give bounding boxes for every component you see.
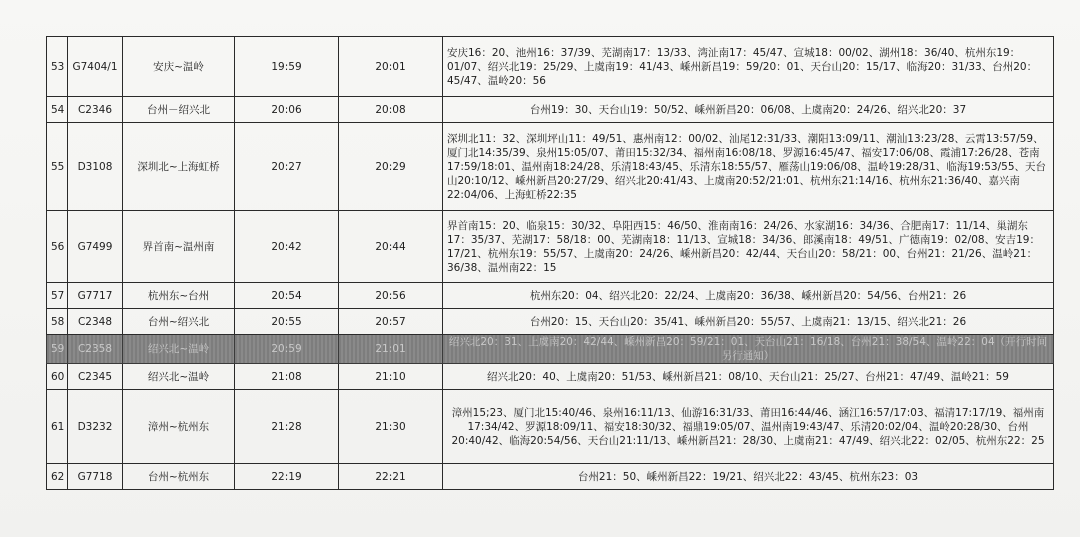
row-number: 53 [47,37,68,97]
departure-time: 21:30 [339,390,443,464]
table-row [47,37,1054,97]
train-number: C2348 [68,309,123,335]
stop-list: 台州21：50、嵊州新昌22：19/21、绍兴北22：43/45、杭州东23：03 [443,464,1054,490]
table-row [47,211,1054,283]
table-row [47,309,1054,335]
route: 杭州东~台州 [123,283,235,309]
departure-time: 21:01 [339,335,443,364]
train-number: G7499 [68,211,123,283]
stop-list: 界首南15：20、临泉15：30/32、阜阳西15：46/50、淮南南16：24/26、水家湖16：34/36、合肥南17：11/14、巢湖东17：35/37、芜湖17：58/18：00、芜湖南18：11/13、宣城18：34/36、郎溪南18：49/51、广德南19：02/08、安吉19：17/21、杭州东19：55/57、上虞南20：24/26、嵊州新昌20：42/44、天台山20：58/21：00、台州21：21/26、温岭21：36/38、温州南22：15 [443,211,1054,283]
table-row [47,283,1054,309]
table-row [47,464,1054,490]
row-number: 57 [47,283,68,309]
train-number: D3232 [68,390,123,464]
stop-list: 漳州15;23、厦门北15:40/46、泉州16:11/13、仙游16:31/33、莆田16:44/46、涵江16:57/17:03、福清17:17/19、福州南17:34/42、罗源18:09/11、福安18:30/32、福鼎19:05/07、温州南19:43/47、乐清20:02/04、温岭20:28/30、台州20:40/42、临海20:54/56、天台山21:11/13、嵊州新昌21：28/30、上虞南21：47/49、绍兴北22：02/05、杭州东22：25 [443,390,1054,464]
train-number: G7718 [68,464,123,490]
arrival-time: 21:28 [235,390,339,464]
train-schedule-table [46,36,1054,490]
arrival-time: 19:59 [235,37,339,97]
route: 漳州~杭州东 [123,390,235,464]
stop-list: 台州19：30、天台山19：50/52、嵊州新昌20：06/08、上虞南20：24/26、绍兴北20：37 [443,97,1054,123]
table-row [47,97,1054,123]
arrival-time: 20:06 [235,97,339,123]
table-row [47,390,1054,464]
row-number: 62 [47,464,68,490]
stop-list: 杭州东20：04、绍兴北20：22/24、上虞南20：36/38、嵊州新昌20：54/56、台州21：26 [443,283,1054,309]
row-number: 59 [47,335,68,364]
row-number: 54 [47,97,68,123]
departure-time: 20:44 [339,211,443,283]
arrival-time: 22:19 [235,464,339,490]
train-number: G7404/1 [68,37,123,97]
row-number: 58 [47,309,68,335]
route: 台州－绍兴北 [123,97,235,123]
arrival-time: 21:08 [235,364,339,390]
stop-list: 安庆16：20、池州16：37/39、芜湖南17：13/33、湾沚南17：45/47、宣城18：00/02、湖州18：36/40、杭州东19：01/07、绍兴北19：25/29、上虞南19：41/43、嵊州新昌19：59/20：01、天台山20：15/17、临海20：31/33、台州20：45/47、温岭20：56 [443,37,1054,97]
row-number: 55 [47,123,68,211]
arrival-time: 20:27 [235,123,339,211]
row-number: 56 [47,211,68,283]
arrival-time: 20:42 [235,211,339,283]
route: 绍兴北~温岭 [123,335,235,364]
departure-time: 20:57 [339,309,443,335]
departure-time: 20:29 [339,123,443,211]
train-number: D3108 [68,123,123,211]
route: 安庆~温岭 [123,37,235,97]
departure-time: 22:21 [339,464,443,490]
stop-list: 绍兴北20：40、上虞南20：51/53、嵊州新昌21：08/10、天台山21：25/27、台州21：47/49、温岭21：59 [443,364,1054,390]
table-row-highlighted [47,335,1054,364]
route: 台州~杭州东 [123,464,235,490]
table-row [47,364,1054,390]
departure-time: 20:56 [339,283,443,309]
train-number: G7717 [68,283,123,309]
route: 台州~绍兴北 [123,309,235,335]
route: 界首南~温州南 [123,211,235,283]
departure-time: 20:01 [339,37,443,97]
arrival-time: 20:55 [235,309,339,335]
route: 深圳北~上海虹桥 [123,123,235,211]
route: 绍兴北~温岭 [123,364,235,390]
row-number: 61 [47,390,68,464]
train-number: C2358 [68,335,123,364]
arrival-time: 20:59 [235,335,339,364]
stop-list: 深圳北11：32、深圳坪山11：49/51、惠州南12：00/02、汕尾12:31/33、潮阳13:09/11、潮汕13:23/28、云霄13:57/59、厦门北14:35/39、泉州15:05/07、莆田15:32/34、福州南16:08/18、罗源16:45/47、福安17:06/08、霞浦17:26/28、苍南17:59/18:01、温州南18:24/28、乐清18:43/45、乐清东18:55/57、雁荡山19:06/08、温岭19:28/31、临海19:53/55、天台山20:10/12、嵊州新昌20:27/29、绍兴北20:41/43、上虞南20:52/21:01、杭州东21:14/16、杭州东21:36/40、嘉兴南22:04/06、上海虹桥22:35 [443,123,1054,211]
train-number: C2346 [68,97,123,123]
row-number: 60 [47,364,68,390]
departure-time: 20:08 [339,97,443,123]
arrival-time: 20:54 [235,283,339,309]
stop-list: 台州20：15、天台山20：35/41、嵊州新昌20：55/57、上虞南21：13/15、绍兴北21：26 [443,309,1054,335]
departure-time: 21:10 [339,364,443,390]
table-row [47,123,1054,211]
train-number: C2345 [68,364,123,390]
stop-list: 绍兴北20：31、上虞南20：42/44、嵊州新昌20：59/21：01、天台山21：16/18、台州21：38/54、温岭22：04（开行时间另行通知） [443,335,1054,364]
